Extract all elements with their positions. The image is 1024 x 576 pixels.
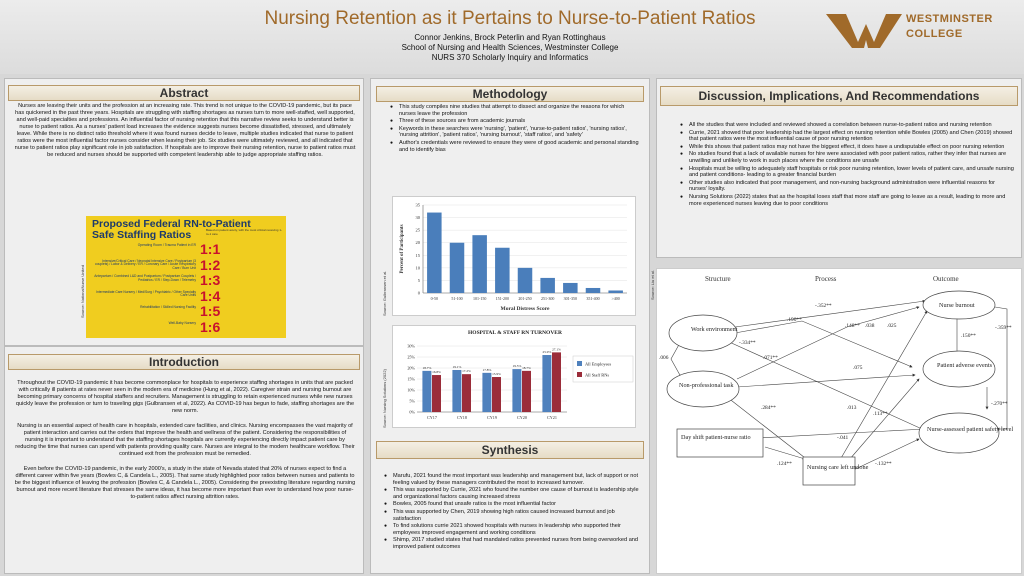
turnover-chart <box>392 325 636 428</box>
data-label: 15.9% <box>492 372 501 377</box>
synthesis-bullet: ● To find solutions currie 2021 showed hospitals with nurses in leadership who supported their employees improved engagement and working conditions <box>384 523 640 536</box>
logo-line-2: COLLEGE <box>906 28 963 40</box>
y-tick-label: 30% <box>407 343 415 349</box>
discussion-title: Discussion, Implications, And Recommendations <box>660 86 1018 106</box>
logo-text <box>906 12 993 42</box>
discussion-bullet: ● Other studies also indicated that poor management, and non-nursing background administration were influential reasons for nurses' loyalty. <box>680 180 1014 193</box>
coef-113: .113** <box>873 411 888 417</box>
synthesis-title: Synthesis <box>376 441 644 459</box>
y-tick-label: 5 <box>417 277 420 283</box>
ratio-row-label: Antepartum / Combined L&D and Postpartum / Postpartum Couplets / Pediatrics / ER / Step-Down / Telemetry <box>94 274 196 282</box>
y-tick-label: 0 <box>417 290 420 296</box>
coef-270: -.270** <box>991 401 1008 407</box>
x-tick-label: 251-300 <box>540 296 555 301</box>
data-label: 17.2% <box>462 369 471 374</box>
coef-041: -.041 <box>837 435 849 441</box>
synthesis-bullet: ● Marufu, 2021 found the most important was leadership and management but, lack of support or not feeling valued by these managers contributed the most to increased turnover. <box>384 473 640 486</box>
bar <box>542 355 551 412</box>
bar <box>563 283 578 293</box>
y-tick-label: 15 <box>415 252 420 258</box>
ratio-row-value: 1:2 <box>200 256 221 273</box>
x-tick-label: CY18 <box>456 415 468 420</box>
coef-352: -.352** <box>815 303 832 309</box>
x-tick-label: 101-150 <box>472 296 487 301</box>
methodology-bullet: ● Keywords in these searches were 'nursing', 'patient', 'nurse-to-patient ratios', 'nursing ratios', 'nursing attrition', 'patient ratios', 'nursing burnout', 'staff ratios', and 'safety' <box>390 126 640 139</box>
x-tick-label: 201-250 <box>518 296 532 301</box>
coef-071: .071** <box>763 355 778 361</box>
ratio-row-label: Operating Room / Trauma Patient in ER <box>137 243 196 247</box>
ratios-title-line-2: Safe Staffing Ratios <box>92 229 192 241</box>
synthesis-bullet: ● Bowles, 2005 found that unsafe ratios is the most influential factor <box>384 501 640 508</box>
y-tick-label: 20 <box>415 240 420 246</box>
bar <box>462 374 471 412</box>
structure-process-outcome-diagram <box>656 268 1022 574</box>
discussion-bullet: ● All the studies that were included and reviewed showed a correlation between nurse-to-patient ratios and nursing retention <box>680 122 1014 129</box>
authors-line: Connor Jenkins, Brock Peterlin and Ryan Rottinghaus <box>414 33 606 42</box>
bar <box>492 377 501 412</box>
ratio-row-value: 1:4 <box>200 287 221 304</box>
intro-paragraph-1: Throughout the COVID-19 pandemic it has become commonplace for hospitals to experience staffing shortages in units that are packed with critically ill patients at rates never seen in the modern era of medicine (Hung et al, 2022). Caregiver strain and nursing burnout are becoming primary concerns of hospital staffers and recruiters. Management is struggling to retain experienced nurses while new nurses quickly leave the profession or turn to traveling gigs (Gulbransen et al, 2022). As COVID-19 has begun to fade, staffing shortages are the new norm. <box>15 380 355 414</box>
discussion-list <box>680 122 1014 208</box>
methodology-title: Methodology <box>376 86 644 102</box>
x-tick-label: 351-400 <box>586 296 600 301</box>
data-label: 19.1% <box>452 364 462 369</box>
y-tick-label: 10% <box>407 387 415 393</box>
bar <box>540 278 555 293</box>
data-label: 18.7% <box>522 365 531 370</box>
node-patient-safety-level <box>919 413 999 453</box>
y-tick-label: 25% <box>407 354 415 360</box>
edge-care-adverse <box>843 379 919 467</box>
edge-day-safety <box>739 429 925 439</box>
methodology-list <box>390 104 640 154</box>
coef-148: .148** <box>845 323 860 329</box>
bar <box>452 370 461 412</box>
y-tick-label: 10 <box>415 265 420 271</box>
x-tick-label: >400 <box>611 296 620 301</box>
intro-paragraph-3: Even before the COVID-19 pandemic, in the early 2000's, a study in the state of Nevada stated that 20% of nurses expect to find a different career within five years (Bowles C, & Candela L., 2005). That same study highlighted poor ratios between nurses and patients to be the biggest influence of leaving the profession (Bowles C, & Candela L., 2005). Considering the preexisting literature regarding nursing burnout and more recent literature that stresses the same ideas, it has become more important than ever to understand how poor nurse-to-patient ratios affect nursing attrition rates. <box>14 466 356 500</box>
data-label: 19.5% <box>512 364 522 369</box>
coef-334: -.334** <box>739 340 756 346</box>
coef-038: .038 <box>865 323 875 329</box>
bar <box>422 371 431 412</box>
moral-distress-svg <box>393 197 637 317</box>
coef-025: .025 <box>887 323 897 329</box>
bar <box>518 268 533 293</box>
coef-150: .150** <box>961 333 976 339</box>
data-label: 17.8% <box>482 367 492 372</box>
chart-title: HOSPITAL & STAFF RN TURNOVER <box>468 330 562 336</box>
y-tick-label: 5% <box>409 398 415 404</box>
x-tick-label: 0-50 <box>430 296 439 301</box>
staffing-ratios-graphic <box>86 216 286 338</box>
abstract-title: Abstract <box>8 85 360 101</box>
x-tick-label: CY19 <box>486 415 498 420</box>
x-tick-label: 151-200 <box>495 296 510 301</box>
bar <box>482 373 491 412</box>
node-nursing-care-left-undone <box>803 457 855 485</box>
discussion-bullet: ● No studies found that a lack of available nurses for hire were associated with poor patient ratios, rather they infer that nurses are unwilling and unlikely to work in such places where the conditions are unsafe <box>680 151 1014 164</box>
methodology-bullet: ● Author's credentials were reviewed to ensure they were of good academic and personal standing and to identify bias <box>390 140 640 153</box>
bar <box>472 235 487 293</box>
ratio-row-label: Intermediate Care Nursery / Med/Surg / Psychiatric / Other Specialty Care Units <box>96 289 196 298</box>
methodology-bullet: ● This study compiles nine studies that attempt to dissect and organize the reasons for which nurses leave the profession <box>390 104 640 117</box>
bar <box>586 288 601 293</box>
label-safety: Nurse-assessed patient safety level <box>927 426 1014 433</box>
bar <box>522 371 531 412</box>
synthesis-list <box>384 473 640 552</box>
ratio-row-value: 1:3 <box>200 272 221 288</box>
x-tick-label: CY21 <box>546 415 558 420</box>
legend-swatch <box>577 361 582 366</box>
data-label: 16.8% <box>432 370 441 375</box>
data-label: 27.1% <box>552 347 561 352</box>
chart2-source: Source: Nursing Solutions (2022) <box>382 369 387 428</box>
coef-132: -.132** <box>875 461 892 467</box>
diagram-svg <box>657 269 1023 575</box>
discussion-bullet: ● Currie, 2021 showed that poor leadership had the largest effect on nursing retention while Bowles (2005) and Chen (2019) showed that patient ratios were the most influential cause of poor nursing retention <box>680 130 1014 143</box>
y-axis-label: Percent of Participants <box>400 224 405 274</box>
bar <box>608 290 623 293</box>
coef-013: .013 <box>847 405 857 411</box>
diagram-source: Source: Liu et al. <box>650 269 655 300</box>
synthesis-bullet: ● Shimp, 2017 studied states that had mandated ratios prevented nurses from being overworked and improved patient outcomes <box>384 537 640 550</box>
poster-header <box>0 0 1024 74</box>
discussion-bullet: ● Nursing Solutions (2022) states that as the hospital loses staff that more staff are going to leave as a result, leading to more and more experienced nurses leaving due to poor conditions <box>680 194 1014 207</box>
label-nonprof: Non-professional task <box>679 382 734 389</box>
edge-np-burnout <box>737 307 919 379</box>
node-patient-adverse-events <box>923 351 995 387</box>
bar <box>512 369 521 412</box>
course-line: NURS 370 Scholarly Inquiry and Informatics <box>431 53 589 62</box>
y-tick-label: 25 <box>415 227 420 233</box>
bar <box>450 243 465 293</box>
legend-label: All Staff RNs <box>585 372 610 378</box>
coef-359: -.359** <box>995 325 1012 331</box>
label-work: Work environment <box>691 326 738 333</box>
methodology-bullet: ● Three of these sources are from academic journals <box>390 118 640 125</box>
turnover-svg <box>393 326 637 429</box>
ratio-row-value: 1:1 <box>200 241 221 257</box>
ratio-row-value: 1:5 <box>200 303 221 319</box>
node-nonprofessional-task <box>667 371 739 407</box>
x-tick-label: CY20 <box>516 415 528 420</box>
legend-box <box>573 356 633 382</box>
school-line: School of Nursing and Health Sciences, Westminster College <box>401 43 619 52</box>
ratios-title-line-1: Proposed Federal RN-to-Patient <box>92 218 251 230</box>
x-tick-label: 301-350 <box>563 296 578 301</box>
legend-label: All Employees <box>585 361 612 367</box>
heading-outcome: Outcome <box>933 275 959 283</box>
ratio-row-value: 1:6 <box>200 318 221 335</box>
edge-work-adverse <box>735 321 912 367</box>
edge-work-safety <box>727 341 922 429</box>
ratio-row-label: Rehabilitation / Skilled Nursing Facility <box>140 305 196 309</box>
intro-paragraph-2: Nursing is an essential aspect of health care in hospitals, extended care facilities, and clinics. Nursing encompasses the vast majority of patient interaction and carries out the orders that improve the health and wellness of the patient. Considering the responsibilities of nursing it is important to understand that the staffing shortages hospitals are currently experiencing directly impact patient care by reducing the time that nurses can spend with patients providing quality care. Nurses are integral to the modern healthcare workflow. Their continued exit from the profession must be remedied. <box>15 423 355 457</box>
data-label: 18.7% <box>422 365 432 370</box>
y-tick-label: 30 <box>415 215 420 221</box>
y-tick-label: 15% <box>407 376 415 382</box>
abstract-body: Nurses are leaving their units and the profession at an increasing rate. This trend is not unique to the COVID-19 pandemic, but its pace has quickened in the past three years. Hospitals are struggling with staffing shortages as nurses turn to more well-staffed, well supported, and well-paid specialties and professions. An influential factor of nursing retention that this narrative review seeks to understand better is nurse to patient ratios. As a nurses' patient load increases the evidence suggests nurses become dissatisfied, stressed, and ultimately leave. While there is no distinct ratio threshold where it was found nurses decide to leave, multiple studies indicated that nurse to patient ratios were the most influential factor nurses consider when leaving their job. Six studies were ultimately reviewed, and all indicated that nurse to patient ratios play significant role in job satisfaction. If hospitals are to improve their nursing retention, nurse to patient ratios must be reduced and nurses should be supported with competent leadership able to judge appropriate staffing ratios. <box>14 103 356 158</box>
node-work-environment <box>669 315 737 351</box>
ratio-row-label: Well-Baby Nursery <box>168 320 196 325</box>
poster-title: Nursing Retention as it Pertains to Nurse-to-Patient Ratios <box>264 8 756 29</box>
label-dayshift: Day shift patient-nurse ratio <box>681 434 751 441</box>
x-tick-label: CY17 <box>426 415 438 420</box>
discussion-bullet: ● Hospitals must be willing to adequately staff hospitals or risk poor nursing retention, lower levels of patient care, and unsafe nursing and patient conditions- leading to a greater financial burden <box>680 166 1014 179</box>
label-burnout: Nurse burnout <box>939 302 975 309</box>
y-tick-label: 35 <box>415 202 420 208</box>
synthesis-bullet: ● This was supported by Currie, 2021 who found the number one cause of burnout is leadership style and organizational factors causing increased stress <box>384 487 640 500</box>
legend-swatch <box>577 372 582 377</box>
bar <box>432 375 441 412</box>
coef-075: .075 <box>853 365 863 371</box>
synthesis-bullet: ● This was supported by Chen, 2019 showing high ratios caused increased burnout and job satisfaction <box>384 509 640 522</box>
coef-124: .124** <box>777 461 792 467</box>
bar <box>427 213 442 293</box>
ratios-subtitle: Based on patient acuity, with the most critical receiving 1-to-1 care <box>206 228 282 236</box>
coef-190: .190** <box>787 317 802 323</box>
data-label: 25.9% <box>542 350 552 355</box>
label-care: Nursing care left undone <box>807 464 869 471</box>
ratio-row-label: Intensive/Critical Care / Neonatal Intensive Care / Postpartum (3 couplets) / Labor & Delivery / ER / Coronary Care / Acute Respiratory Care / Burn Unit <box>95 258 196 271</box>
x-axis-label: Moral Distress Score <box>500 306 550 312</box>
heading-structure: Structure <box>705 275 731 283</box>
coef-006: .006 <box>659 355 669 361</box>
discussion-bullet: ● While this shows that patient ratios may not have the biggest effect, it does have a undisputable effect on poor nursing retention <box>680 144 1014 151</box>
introduction-body <box>14 380 356 501</box>
x-tick-label: 51-100 <box>451 296 463 301</box>
poster-authors <box>300 33 720 63</box>
y-tick-label: 20% <box>407 365 415 371</box>
ratios-source: Source: NationalNurse United <box>80 265 85 318</box>
coef-284: .284** <box>761 405 776 411</box>
bar <box>552 352 561 412</box>
y-tick-label: 0% <box>409 409 415 415</box>
moral-distress-chart <box>392 196 636 316</box>
introduction-title: Introduction <box>8 354 360 370</box>
chart1-source: Source: Gulbransen et al. <box>382 270 387 316</box>
bar <box>495 248 510 293</box>
logo-line-1: WESTMINSTER <box>906 13 993 25</box>
heading-process: Process <box>815 275 837 283</box>
label-adverse: Patient adverse events <box>937 362 992 369</box>
